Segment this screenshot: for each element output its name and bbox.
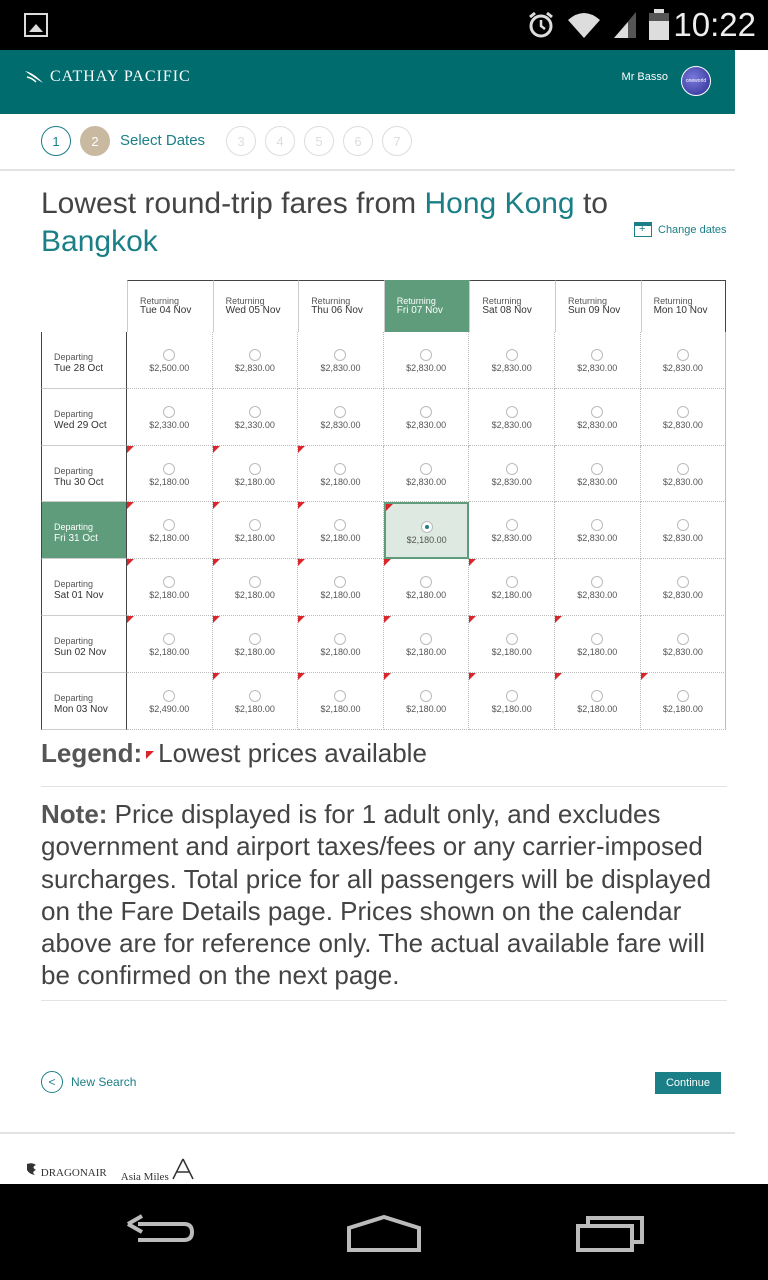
brand-name: CATHAY PACIFIC <box>50 68 191 85</box>
fare-radio[interactable] <box>249 349 261 361</box>
fare-radio[interactable] <box>506 406 518 418</box>
fare-radio[interactable] <box>163 519 175 531</box>
fare-price: $2,830.00 <box>662 590 703 601</box>
fare-price: $2,330.00 <box>234 419 275 430</box>
fare-cell[interactable] <box>298 502 384 559</box>
lowest-price-flag-icon <box>555 673 562 680</box>
fare-radio[interactable] <box>163 576 175 588</box>
fare-radio[interactable] <box>591 690 603 702</box>
fare-cell[interactable] <box>213 502 299 559</box>
fare-radio[interactable] <box>249 463 261 475</box>
fare-radio[interactable] <box>591 633 603 645</box>
fare-cell[interactable] <box>384 332 470 389</box>
fare-radio[interactable] <box>420 576 432 588</box>
fare-cell[interactable] <box>213 559 299 616</box>
title-connector: to <box>582 187 608 220</box>
lowest-price-flag-icon <box>213 502 220 509</box>
fare-price: $2,180.00 <box>234 533 275 544</box>
fare-price: $2,180.00 <box>149 590 190 601</box>
continue-button[interactable]: Continue <box>655 1072 721 1094</box>
battery-icon <box>648 9 670 41</box>
fare-radio[interactable] <box>420 406 432 418</box>
legend-text: Lowest prices available <box>158 738 427 768</box>
departing-date-header[interactable] <box>41 389 127 446</box>
departing-date: Wed 29 Oct <box>54 419 107 431</box>
dragon-icon <box>26 1162 38 1176</box>
departing-label: Departing <box>54 352 94 362</box>
fare-radio[interactable] <box>334 349 346 361</box>
status-bar <box>0 0 768 50</box>
price-note <box>41 798 727 1001</box>
fare-price: $2,830.00 <box>234 363 275 373</box>
destination-city: Bangkok <box>41 225 158 258</box>
fare-cell[interactable] <box>469 446 555 503</box>
fare-radio[interactable] <box>249 690 261 702</box>
signal-icon <box>612 10 638 40</box>
fare-cell[interactable] <box>469 616 555 673</box>
step-5: 5 <box>304 126 334 156</box>
page-title <box>41 185 641 261</box>
fare-cell[interactable] <box>555 559 641 616</box>
returning-date: Wed 05 Nov <box>225 305 281 316</box>
fare-radio[interactable] <box>334 633 346 645</box>
fare-cell[interactable] <box>213 616 299 673</box>
fare-cell[interactable] <box>213 446 299 503</box>
departing-date-header[interactable] <box>41 559 127 616</box>
fare-cell[interactable] <box>298 616 384 673</box>
fare-radio[interactable] <box>163 633 175 645</box>
new-search-label: New Search <box>71 1075 137 1089</box>
fare-cell[interactable] <box>555 389 641 446</box>
fare-cell[interactable] <box>641 332 727 389</box>
step-3: 3 <box>226 126 256 156</box>
departing-date: Sun 02 Nov <box>54 647 107 658</box>
departing-date: Tue 28 Oct <box>54 363 104 374</box>
step-7: 7 <box>382 126 412 156</box>
step-6: 6 <box>343 126 373 156</box>
fare-radio[interactable] <box>163 690 175 702</box>
departing-label: Departing <box>54 579 94 590</box>
returning-label: Returning <box>568 296 608 306</box>
origin-city: Hong Kong <box>424 187 575 220</box>
lowest-price-flag-icon <box>213 673 220 680</box>
fare-radio[interactable] <box>591 406 603 418</box>
returning-date-header[interactable] <box>384 280 470 332</box>
fare-radio[interactable] <box>334 406 346 418</box>
fare-cell[interactable] <box>298 559 384 616</box>
lowest-price-flag-icon <box>146 751 154 759</box>
lowest-price-flag-icon <box>127 559 134 566</box>
change-dates-label: Change dates <box>658 223 727 236</box>
fare-cell[interactable] <box>555 446 641 503</box>
fare-radio[interactable] <box>421 521 433 533</box>
lowest-price-flag-icon <box>213 616 220 623</box>
departing-date: Fri 31 Oct <box>54 533 98 545</box>
lowest-price-flag-icon <box>469 673 476 680</box>
step-1[interactable]: 1 <box>41 126 71 156</box>
fare-price: $2,180.00 <box>149 647 190 657</box>
returning-date: Tue 04 Nov <box>140 305 192 316</box>
fare-cell[interactable] <box>384 673 470 730</box>
user-name[interactable]: Mr Basso <box>621 71 668 83</box>
fare-price: $2,830.00 <box>662 419 703 430</box>
lowest-price-flag-icon <box>298 502 305 509</box>
lowest-price-flag-icon <box>384 559 391 566</box>
fare-radio[interactable] <box>420 633 432 645</box>
lowest-price-flag-icon <box>127 446 134 453</box>
fare-price: $2,830.00 <box>491 419 532 430</box>
returning-date-header[interactable] <box>469 280 555 332</box>
returning-date: Sun 09 Nov <box>568 305 621 316</box>
fare-cell[interactable] <box>384 502 470 559</box>
fare-radio[interactable] <box>591 519 603 531</box>
fare-cell[interactable] <box>555 616 641 673</box>
fare-price: $2,180.00 <box>234 703 275 714</box>
fare-cell[interactable] <box>213 673 299 730</box>
fare-price: $2,830.00 <box>406 476 447 487</box>
fare-radio[interactable] <box>506 463 518 475</box>
fare-price: $2,830.00 <box>577 476 618 487</box>
departing-date-header[interactable] <box>41 673 127 730</box>
fare-cell[interactable] <box>555 673 641 730</box>
fare-price: $2,180.00 <box>320 703 361 714</box>
footer-divider <box>0 1132 735 1134</box>
fare-price: $2,180.00 <box>491 647 532 657</box>
fare-radio[interactable] <box>677 576 689 588</box>
new-search-link[interactable] <box>41 1071 136 1093</box>
returning-date: Fri 07 Nov <box>396 305 443 316</box>
fare-radio[interactable] <box>591 576 603 588</box>
chevron-left-icon: < <box>41 1071 63 1093</box>
fare-radio[interactable] <box>506 349 518 361</box>
fare-radio[interactable] <box>334 576 346 588</box>
fare-price: $2,180.00 <box>406 535 447 546</box>
fare-radio[interactable] <box>677 633 689 645</box>
fare-price: $2,500.00 <box>149 363 190 373</box>
lowest-price-flag-icon <box>298 559 305 566</box>
fare-price: $2,830.00 <box>320 419 361 430</box>
fare-radio[interactable] <box>420 463 432 475</box>
departing-date-header[interactable] <box>41 332 127 389</box>
fare-price: $2,830.00 <box>491 476 532 487</box>
departing-date: Sat 01 Nov <box>54 590 104 602</box>
lowest-price-flag-icon <box>127 616 134 623</box>
departing-label: Departing <box>54 465 94 476</box>
returning-date-header[interactable] <box>555 280 641 332</box>
fare-radio[interactable] <box>249 406 261 418</box>
fare-radio[interactable] <box>163 406 175 418</box>
fare-cell[interactable] <box>127 389 213 446</box>
fare-radio[interactable] <box>506 576 518 588</box>
asia-miles-name: Asia Miles <box>120 1171 169 1183</box>
returning-date: Thu 06 Nov <box>311 305 363 316</box>
returning-date: Sat 08 Nov <box>482 305 532 316</box>
clock: 10:22 <box>673 6 756 43</box>
departing-label: Departing <box>54 522 94 533</box>
returning-label: Returning <box>482 296 522 306</box>
recent-apps-icon[interactable] <box>574 1214 646 1254</box>
fare-radio[interactable] <box>506 519 518 531</box>
fare-cell[interactable] <box>641 616 727 673</box>
returning-label: Returning <box>225 296 265 306</box>
fare-price: $2,180.00 <box>577 647 618 657</box>
fare-price: $2,830.00 <box>577 533 618 544</box>
returning-label: Returning <box>396 296 436 306</box>
lowest-price-flag-icon <box>384 673 391 680</box>
fare-radio[interactable] <box>420 690 432 702</box>
lowest-price-flag-icon <box>127 502 134 509</box>
lowest-price-flag-icon <box>386 504 393 511</box>
fare-cell[interactable] <box>384 446 470 503</box>
fare-price: $2,180.00 <box>320 590 361 601</box>
fare-price: $2,180.00 <box>491 590 532 601</box>
returning-label: Returning <box>140 296 180 306</box>
fare-radio[interactable] <box>249 576 261 588</box>
fare-price: $2,830.00 <box>577 419 618 430</box>
fare-cell[interactable] <box>641 559 727 616</box>
fare-cell[interactable] <box>384 559 470 616</box>
fare-radio[interactable] <box>420 349 432 361</box>
fare-price: $2,830.00 <box>577 363 618 373</box>
title-prefix: Lowest round-trip fares from <box>41 187 417 220</box>
fare-price: $2,830.00 <box>662 363 703 373</box>
fare-cell[interactable] <box>127 502 213 559</box>
booking-steps <box>0 114 735 171</box>
app-header <box>0 50 735 114</box>
lowest-price-flag-icon <box>469 616 476 623</box>
fare-radio[interactable] <box>163 349 175 361</box>
departing-date-header[interactable] <box>41 616 127 673</box>
fare-radio[interactable] <box>591 463 603 475</box>
fare-cell[interactable] <box>469 389 555 446</box>
fare-cell[interactable] <box>127 332 213 389</box>
fare-cell[interactable] <box>384 389 470 446</box>
returning-date-header[interactable] <box>213 280 299 332</box>
alarm-icon <box>526 10 556 40</box>
wifi-icon <box>566 10 602 40</box>
lowest-price-flag-icon <box>213 559 220 566</box>
departing-date: Thu 30 Oct <box>54 476 104 488</box>
fare-radio[interactable] <box>506 633 518 645</box>
lowest-price-flag-icon <box>384 616 391 623</box>
fare-cell[interactable] <box>469 502 555 559</box>
fare-radio[interactable] <box>677 406 689 418</box>
fare-price: $2,180.00 <box>149 476 190 487</box>
fare-cell[interactable] <box>641 389 727 446</box>
fare-radio[interactable] <box>677 690 689 702</box>
fare-cell[interactable] <box>213 332 299 389</box>
fare-price: $2,180.00 <box>406 590 447 601</box>
dragonair-name: DRAGONAIR <box>40 1167 107 1179</box>
departing-date: Mon 03 Nov <box>54 703 108 715</box>
fare-price: $2,330.00 <box>149 419 190 430</box>
fare-price: $2,180.00 <box>491 703 532 714</box>
departing-label: Departing <box>54 636 94 646</box>
fare-cell[interactable] <box>298 332 384 389</box>
fare-price: $2,180.00 <box>577 703 618 714</box>
lowest-price-flag-icon <box>469 559 476 566</box>
asia-miles-mark-icon <box>171 1158 195 1180</box>
cathay-brushwing-icon <box>24 69 44 85</box>
returning-label: Returning <box>653 296 693 306</box>
fare-cell[interactable] <box>298 446 384 503</box>
fare-price: $2,830.00 <box>491 533 532 544</box>
lowest-price-flag-icon <box>555 616 562 623</box>
returning-date: Mon 10 Nov <box>653 305 708 316</box>
fare-radio[interactable] <box>677 463 689 475</box>
fare-price: $2,830.00 <box>406 363 447 373</box>
lowest-price-flag-icon <box>298 673 305 680</box>
legend <box>41 738 727 787</box>
fare-cell[interactable] <box>641 446 727 503</box>
note-label: Note: <box>41 799 108 829</box>
fare-price: $2,180.00 <box>320 476 361 487</box>
fare-price: $2,180.00 <box>149 533 190 544</box>
fare-cell[interactable] <box>469 332 555 389</box>
fare-radio[interactable] <box>334 519 346 531</box>
fare-price: $2,180.00 <box>234 476 275 487</box>
fare-price: $2,830.00 <box>320 363 361 373</box>
legend-label: Legend: <box>41 738 143 768</box>
departing-label: Departing <box>54 408 94 419</box>
fare-radio[interactable] <box>506 690 518 702</box>
fare-price: $2,180.00 <box>406 703 447 714</box>
current-step-label: Select Dates <box>120 132 206 149</box>
fare-cell[interactable] <box>213 389 299 446</box>
gallery-notification-icon <box>24 13 48 37</box>
fare-price: $2,180.00 <box>234 647 275 657</box>
calendar-add-icon <box>634 222 652 237</box>
fare-radio[interactable] <box>334 690 346 702</box>
fare-cell[interactable] <box>127 673 213 730</box>
fare-price: $2,830.00 <box>662 647 703 657</box>
departing-date-header[interactable] <box>41 502 127 559</box>
fare-cell[interactable] <box>641 673 727 730</box>
fare-price: $2,830.00 <box>491 363 532 373</box>
fare-price: $2,830.00 <box>406 419 447 430</box>
returning-date-header[interactable] <box>127 280 213 332</box>
fare-price: $2,830.00 <box>662 533 703 544</box>
lowest-price-flag-icon <box>641 673 648 680</box>
departing-label: Departing <box>54 692 94 703</box>
fare-price: $2,180.00 <box>320 647 361 657</box>
app-content <box>0 50 735 1184</box>
navigation-bar <box>0 1184 768 1280</box>
lowest-price-flag-icon <box>298 616 305 623</box>
home-icon[interactable] <box>346 1214 422 1254</box>
fare-cell[interactable] <box>384 616 470 673</box>
fare-radio[interactable] <box>591 349 603 361</box>
fare-cell[interactable] <box>127 559 213 616</box>
lowest-price-flag-icon <box>213 446 220 453</box>
fare-radio[interactable] <box>334 463 346 475</box>
returning-date-header[interactable] <box>298 280 384 332</box>
fare-radio[interactable] <box>163 463 175 475</box>
fare-radio[interactable] <box>249 519 261 531</box>
fare-cell[interactable] <box>298 389 384 446</box>
fare-price: $2,830.00 <box>662 476 703 487</box>
partner-logos <box>26 1158 195 1183</box>
fare-price: $2,180.00 <box>234 590 275 601</box>
fare-radio[interactable] <box>249 633 261 645</box>
fare-price: $2,180.00 <box>662 703 703 714</box>
status-icons <box>526 10 670 40</box>
asia-miles-logo[interactable] <box>121 1158 196 1183</box>
departing-date-header[interactable] <box>41 446 127 503</box>
step-4: 4 <box>265 126 295 156</box>
returning-label: Returning <box>311 296 351 306</box>
change-dates-link[interactable] <box>634 222 727 237</box>
fare-price: $2,830.00 <box>577 590 618 601</box>
back-icon[interactable] <box>124 1214 196 1250</box>
note-text: Price displayed is for 1 adult only, and excludes government and airport taxes/fees or any carrier-imposed surcharges. Total price for all passengers will be displayed on the Fare Details page. Prices shown on the calendar above are for reference only. The actual available fare will be confirmed on the next page. <box>41 799 712 991</box>
dragonair-logo[interactable] <box>26 1162 107 1179</box>
fare-radio[interactable] <box>677 519 689 531</box>
lowest-price-flag-icon <box>298 446 305 453</box>
fare-cell[interactable] <box>555 502 641 559</box>
fare-cell[interactable] <box>469 673 555 730</box>
fare-price: $2,180.00 <box>320 533 361 544</box>
fare-cell[interactable] <box>641 502 727 559</box>
oneworld-badge: oneworld <box>681 66 711 96</box>
fare-cell[interactable] <box>555 332 641 389</box>
brand-logo[interactable] <box>24 68 191 86</box>
step-2: 2 <box>80 126 110 156</box>
fare-cell[interactable] <box>127 616 213 673</box>
fare-price: $2,490.00 <box>149 703 190 714</box>
fare-radio[interactable] <box>677 349 689 361</box>
fare-cell[interactable] <box>127 446 213 503</box>
fare-cell[interactable] <box>469 559 555 616</box>
returning-date-header[interactable] <box>641 280 727 332</box>
fare-price: $2,180.00 <box>406 647 447 657</box>
fare-cell[interactable] <box>298 673 384 730</box>
